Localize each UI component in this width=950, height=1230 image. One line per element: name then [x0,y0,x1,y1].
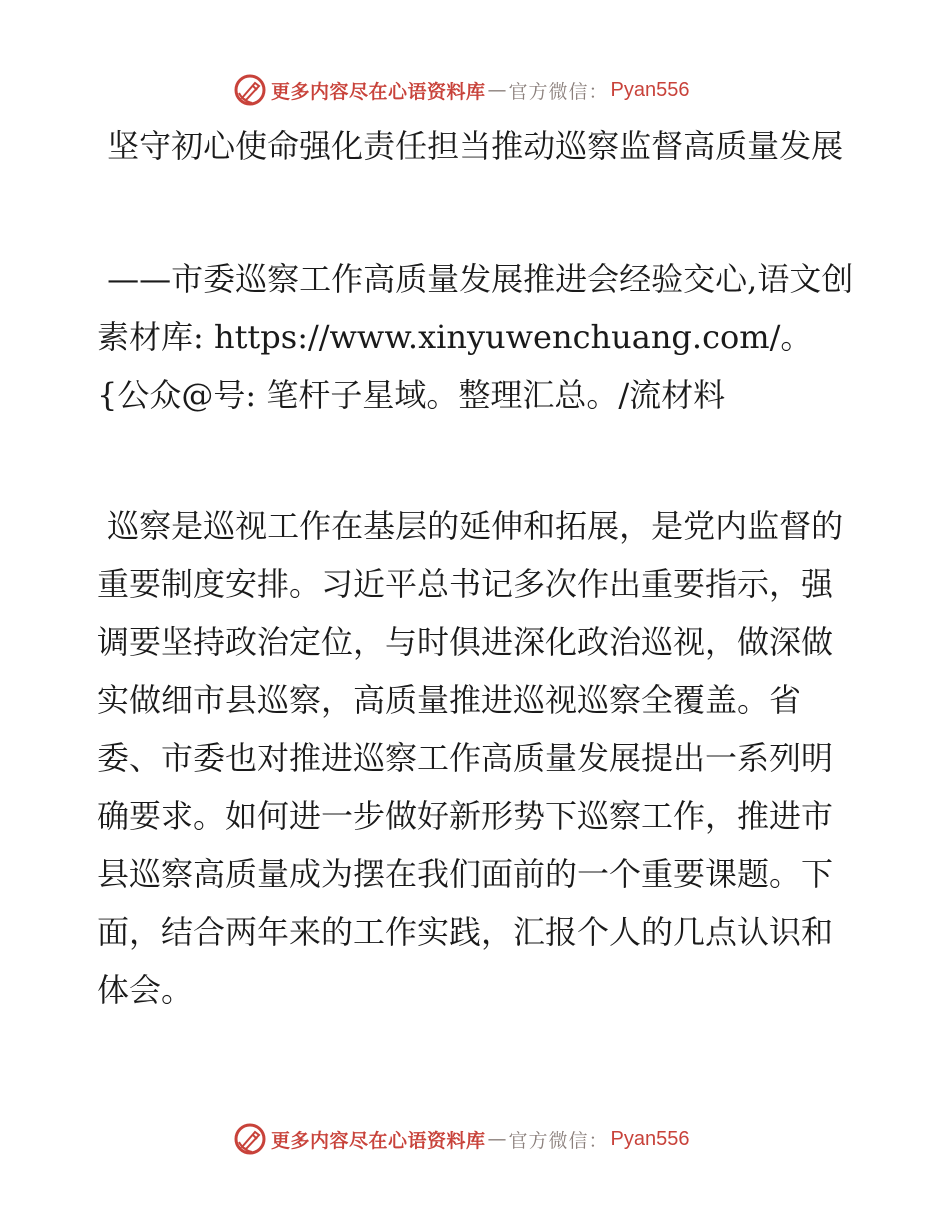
footer-banner [233,1119,690,1159]
banner-wechat-label: 官方微信： [508,80,609,103]
header-banner [233,70,690,110]
banner-dash: — [487,79,507,101]
banner-site-name: 更多内容尽在心语资料库 [271,80,486,103]
banner-wechat-label: 官方微信： [508,1129,609,1152]
banner-wechat-id: Pyan556 [610,78,690,101]
banner-dash: — [487,1128,507,1150]
document-title [97,117,857,175]
banner-site-name: 更多内容尽在心语资料库 [271,1129,486,1152]
document-subtitle [97,250,857,424]
document-title-text: 坚守初心使命强化责任担当推动巡察监督高质量发展 [107,127,844,165]
document-subtitle-text: ——市委巡察工作高质量发展推进会经验交心,语文创素材库: https://www.xinyuwenchuang.com/。{公众@号: 笔杆子星域。整理汇总。/流材料 [97,260,854,414]
banner-wechat-id: Pyan556 [610,1127,690,1150]
quill-logo-icon [233,73,267,107]
quill-logo-icon [233,1122,267,1156]
body-paragraph [97,497,857,1019]
body-paragraph-text: 巡察是巡视工作在基层的延伸和拓展，是党内监督的重要制度安排。习近平总书记多次作出重要指示，强调要坚持政治定位，与时俱进深化政治巡视，做深做实做细市县巡察，高质量推进巡视巡察全覆盖。省委、市委也对推进巡察工作高质量发展提出一系列明确要求。如何进一步做好新形势下巡察工作，推进市县巡察高质量成为摆在我们面前的一个重要课题。下面，结合两年来的工作实践，汇报个人的几点认识和体会。 [97,507,844,1009]
